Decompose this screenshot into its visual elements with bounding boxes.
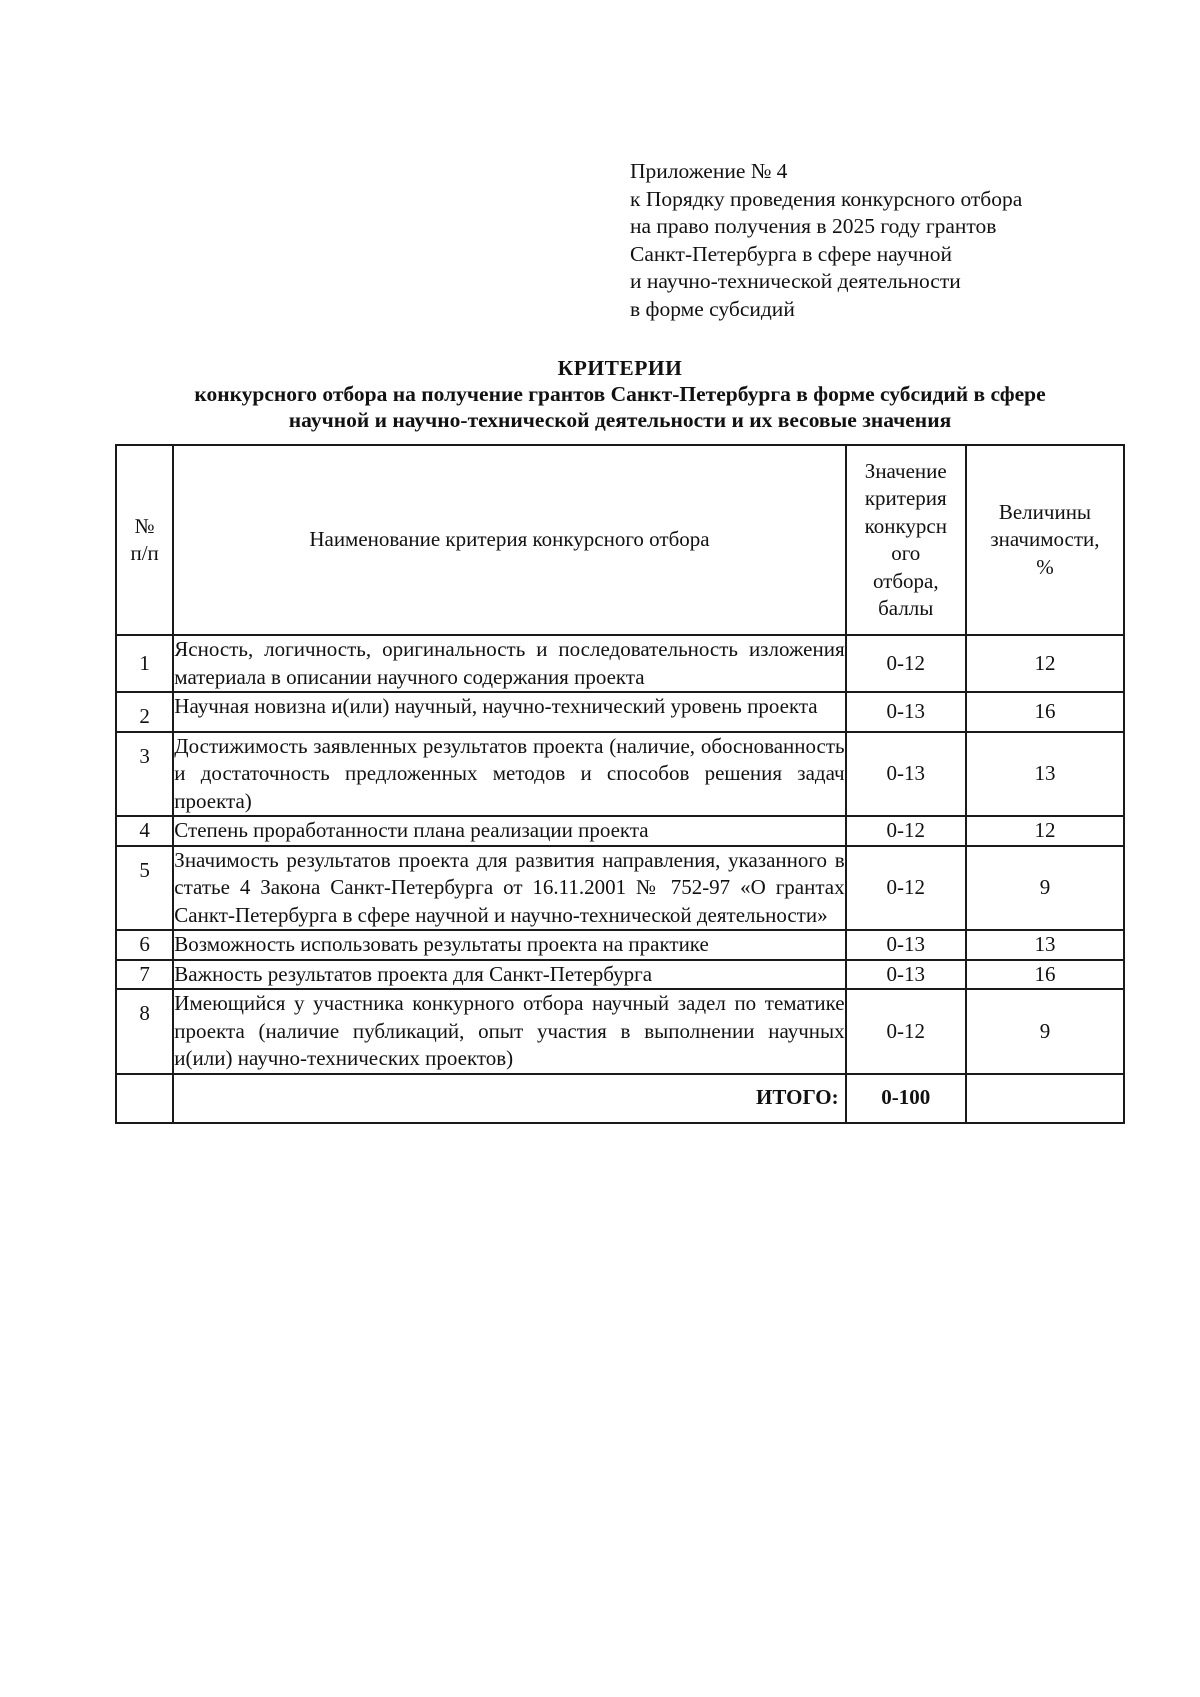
- header-weight-line: %: [1036, 554, 1054, 579]
- row-criterion: Важность результатов проекта для Санкт-Петербурга: [173, 960, 845, 990]
- appendix-line: Санкт-Петербурга в сфере научной: [630, 241, 952, 266]
- appendix-line: Приложение № 4: [630, 159, 788, 183]
- appendix-line: на право получения в 2025 году грантов: [630, 214, 997, 238]
- row-num: 6: [116, 930, 173, 960]
- row-criterion: Степень проработанности плана реализации проекта: [173, 816, 845, 846]
- row-criterion: Достижимость заявленных результатов проекта (наличие, обоснованность и достаточность предложенных методов и способов решения задач проекта): [173, 732, 845, 817]
- row-num: 7: [116, 960, 173, 990]
- header-name: Наименование критерия конкурсного отбора: [173, 445, 845, 635]
- row-score: 0-12: [846, 635, 966, 692]
- title-main: КРИТЕРИИ: [557, 356, 683, 380]
- header-score: [846, 445, 966, 635]
- table-row: [116, 930, 1124, 960]
- row-weight: 12: [966, 635, 1124, 692]
- header-weight-line: Величины: [998, 499, 1092, 524]
- row-weight: 16: [966, 960, 1124, 990]
- header-score-line: Значение: [864, 458, 947, 483]
- appendix-line: в форме субсидий: [630, 296, 795, 321]
- row-weight: 9: [966, 846, 1124, 931]
- appendix-note: [630, 158, 1150, 323]
- table-row: [116, 960, 1124, 990]
- header-score-line: баллы: [878, 596, 934, 620]
- row-weight: 12: [966, 816, 1124, 846]
- table-row: [116, 692, 1124, 732]
- row-score: 0-13: [846, 732, 966, 817]
- total-num-cell: [116, 1074, 173, 1123]
- row-num: 3: [116, 732, 173, 817]
- header-score-line: критерия: [864, 486, 947, 510]
- row-weight: 13: [966, 732, 1124, 817]
- header-num-line: п/п: [130, 541, 159, 565]
- header-num-line: №: [134, 513, 155, 538]
- row-criterion: Научная новизна и(или) научный, научно-технический уровень проекта: [173, 692, 845, 732]
- appendix-line: к Порядку проведения конкурсного отбора: [630, 186, 1023, 211]
- total-score: 0-100: [846, 1074, 966, 1123]
- header-score-line: отбора,: [872, 568, 939, 593]
- header-score-line: конкурсн: [864, 513, 947, 538]
- header-weight-line: значимости,: [990, 527, 1100, 552]
- header-weight: [966, 445, 1124, 635]
- title-subline: научной и научно-технической деятельности и их весовые значения: [288, 408, 952, 432]
- appendix-line: и научно-технической деятельности: [630, 269, 961, 293]
- row-weight: 13: [966, 930, 1124, 960]
- row-num: 4: [116, 816, 173, 846]
- row-weight: 16: [966, 692, 1124, 732]
- row-num: 2: [116, 692, 173, 732]
- row-criterion: Имеющийся у участника конкурного отбора научный задел по тематике проекта (наличие публикаций, опыт участия в выполнении научных и(или) научно-технических проектов): [173, 989, 845, 1074]
- row-score: 0-13: [846, 960, 966, 990]
- table-row: [116, 989, 1124, 1074]
- row-weight: 9: [966, 989, 1124, 1074]
- total-row: [116, 1074, 1124, 1123]
- table-row: [116, 732, 1124, 817]
- row-score: 0-13: [846, 930, 966, 960]
- table-row: [116, 635, 1124, 692]
- row-num: 5: [116, 846, 173, 931]
- row-score: 0-12: [846, 989, 966, 1074]
- row-num: 8: [116, 989, 173, 1074]
- table-header-row: [116, 445, 1124, 635]
- header-num: [116, 445, 173, 635]
- row-score: 0-13: [846, 692, 966, 732]
- title-subline: конкурсного отбора на получение грантов Санкт-Петербурга в форме субсидий в сфере: [194, 382, 1046, 406]
- table-row: [116, 846, 1124, 931]
- criteria-table: [115, 444, 1125, 1124]
- header-score-line: ого: [891, 541, 921, 565]
- total-label: ИТОГО:: [173, 1074, 845, 1123]
- row-criterion: Значимость результатов проекта для развития направления, указанного в статье 4 Закона Санкт-Петербурга от 16.11.2001 № 752-97 «О грантах Санкт-Петербурга в сфере научной и научно-технической деятельности»: [173, 846, 845, 931]
- row-num: 1: [116, 635, 173, 692]
- table-row: [116, 816, 1124, 846]
- row-criterion: Ясность, логичность, оригинальность и последовательность изложения материала в описании научного содержания проекта: [173, 635, 845, 692]
- row-score: 0-12: [846, 846, 966, 931]
- total-weight: [966, 1074, 1124, 1123]
- document-title: [116, 355, 1124, 433]
- row-score: 0-12: [846, 816, 966, 846]
- row-criterion: Возможность использовать результаты проекта на практике: [173, 930, 845, 960]
